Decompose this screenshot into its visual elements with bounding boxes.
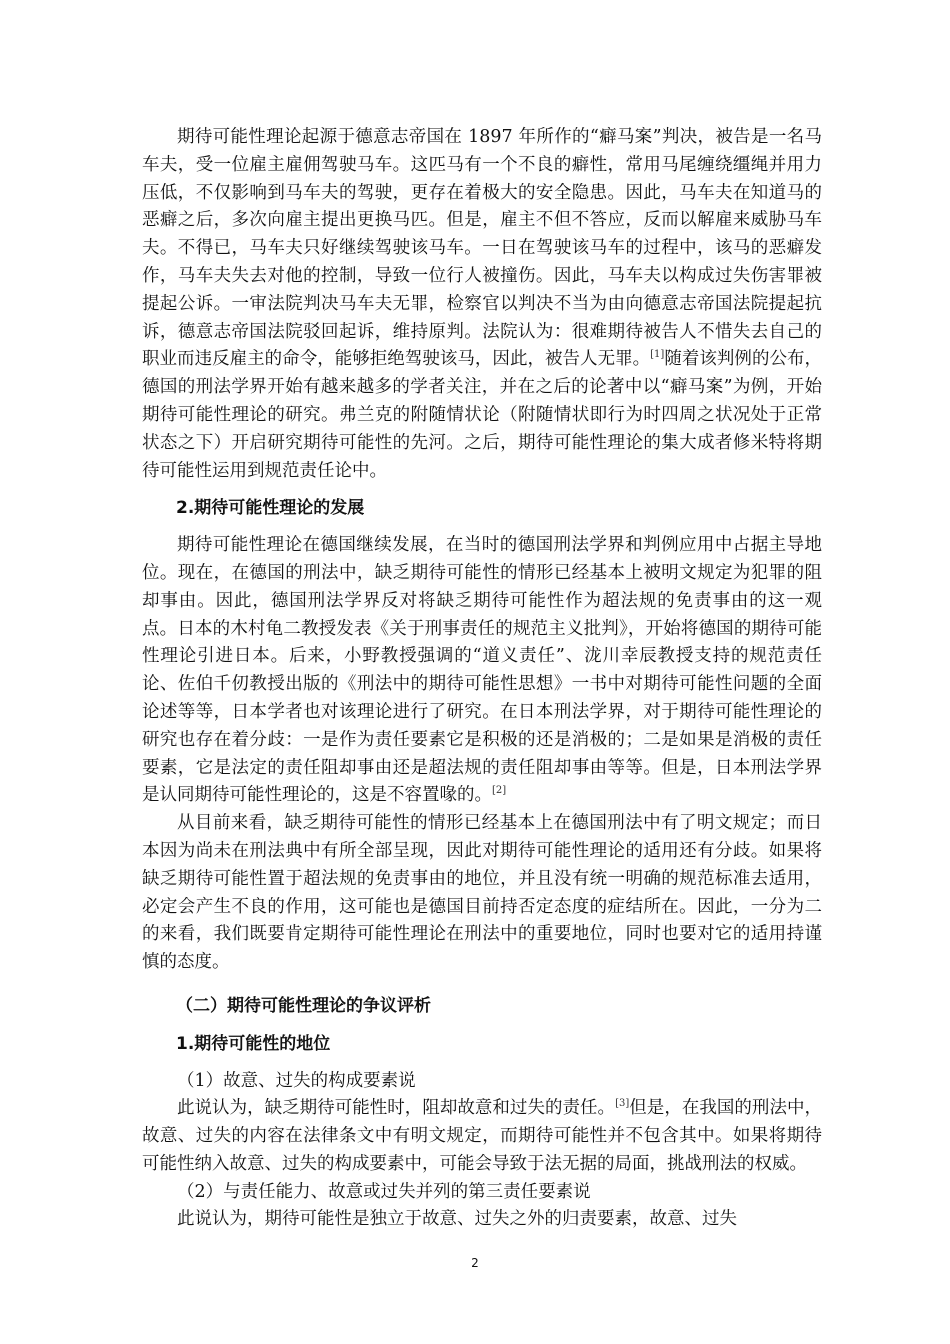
paragraph-text: 随着该判例的公布，德国的刑法学界开始有越来越多的学者关注，并在之后的论著中以“癖马案”为例，开始期待可能性理论的研究。弗兰克的附随情状论（附随情状即行为时四周之状况处于正常状态之下）开启研究期待可能性的先河。之后，期待可能性理论的集大成者修米特将期待可能性运用到规范责任论中。 <box>142 349 823 481</box>
section-heading: （二）期待可能性理论的争议评析 <box>176 995 431 1016</box>
paragraph-text: 此说认为，缺乏期待可能性时，阻却故意和过失的责任。 <box>177 1098 616 1119</box>
citation-ref: [3] <box>615 1098 630 1110</box>
section-heading: 1.期待可能性的地位 <box>176 1033 331 1054</box>
citation-ref: [1] <box>650 349 665 361</box>
paragraph-third-element-theory: 此说认为，期待可能性是独立于故意、过失之外的归责要素，故意、过失 <box>177 1209 737 1230</box>
citation-ref: [2] <box>492 785 507 797</box>
sub-item-heading: （2）与责任能力、故意或过失并列的第三责任要素说 <box>177 1181 591 1202</box>
sub-item-heading: （1）故意、过失的构成要素说 <box>177 1070 416 1091</box>
paragraph-text: 期待可能性理论起源于德意志帝国在 1897 年所作的“癖马案”判决，被告是一名马车夫，受一位雇主雇佣驾驶马车。这匹马有一个不良的癖性，常用马尾缠绕缰绳并用力压低，不仅影响到马车夫的驾驶，更存在着极大的安全隐患。因此，马车夫在知道马的恶癖之后，多次向雇主提出更换马匹。但是，雇主不但不答应，反而以解雇来威胁马车夫。不得已，马车夫只好继续驾驶该马车。一日在驾驶该马车的过程中，该马的恶癖发作，马车夫失去对他的控制，导致一位行人被撞伤。因此，马车夫以构成过失伤害罪被提起公诉。一审法院判决马车夫无罪，检察官以判决不当为由向德意志帝国法院提起抗诉，德意志帝国法院驳回起诉，维持原判。法院认为：很难期待被告人不惜失去自己的职业而违反雇主的命令，能够拒绝驾驶该马，因此，被告人无罪。 <box>142 127 822 370</box>
paragraph-development <box>142 532 822 810</box>
document-body <box>142 124 822 1234</box>
page-number: 2 <box>471 1256 479 1270</box>
paragraph-text: 期待可能性理论在德国继续发展，在当时的德国刑法学界和判例应用中占据主导地位。现在，在德国的刑法中，缺乏期待可能性的情形已经基本上被明文规定为犯罪的阻却事由。因此，德国刑法学界反对将缺乏期待可能性作为超法规的免责事由的这一观点。日本的木村龟二教授发表《关于刑事责任的规范主义批判》，开始将德国的期待可能性理论引进日本。后来，小野教授强调的“道义责任”、泷川幸辰教授支持的规范责任论、佐伯千仞教授出版的《刑法中的期待可能性思想》一书中对期待可能性问题的全面论述等等，日本学者也对该理论进行了研究。在日本刑法学界，对于期待可能性理论的研究也存在着分歧：一是作为责任要素它是积极的还是消极的；二是如果是消极的责任要素，它是法定的责任阻却事由还是超法规的责任阻却事由等等。但是，日本刑法学界是认同期待可能性理论的，这是不容置喙的。 <box>142 535 822 806</box>
paragraph-origin <box>142 124 822 485</box>
section-heading: 2.期待可能性理论的发展 <box>176 498 365 519</box>
paragraph-text: 但是，在我国的刑法中，故意、过失的内容在法律条文中有明文规定，而期待可能性并不包含其中。如果将期待可能性纳入故意、过失的构成要素中，可能会导致于法无据的局面，挑战刑法的权威。 <box>142 1098 823 1174</box>
paragraph-constituent-theory <box>142 1095 822 1178</box>
paragraph-current-view: 从目前来看，缺乏期待可能性的情形已经基本上在德国刑法中有了明文规定；而日本因为尚未在刑法典中有所全部呈现，因此对期待可能性理论的适用还有分歧。如果将缺乏期待可能性置于超法规的免责事由的地位，并且没有统一明确的规范标准去适用，必定会产生不良的作用，这可能也是德国目前持否定态度的症结所在。因此，一分为二的来看，我们既要肯定期待可能性理论在刑法中的重要地位，同时也要对它的适用持谨慎的态度。 <box>142 813 822 973</box>
